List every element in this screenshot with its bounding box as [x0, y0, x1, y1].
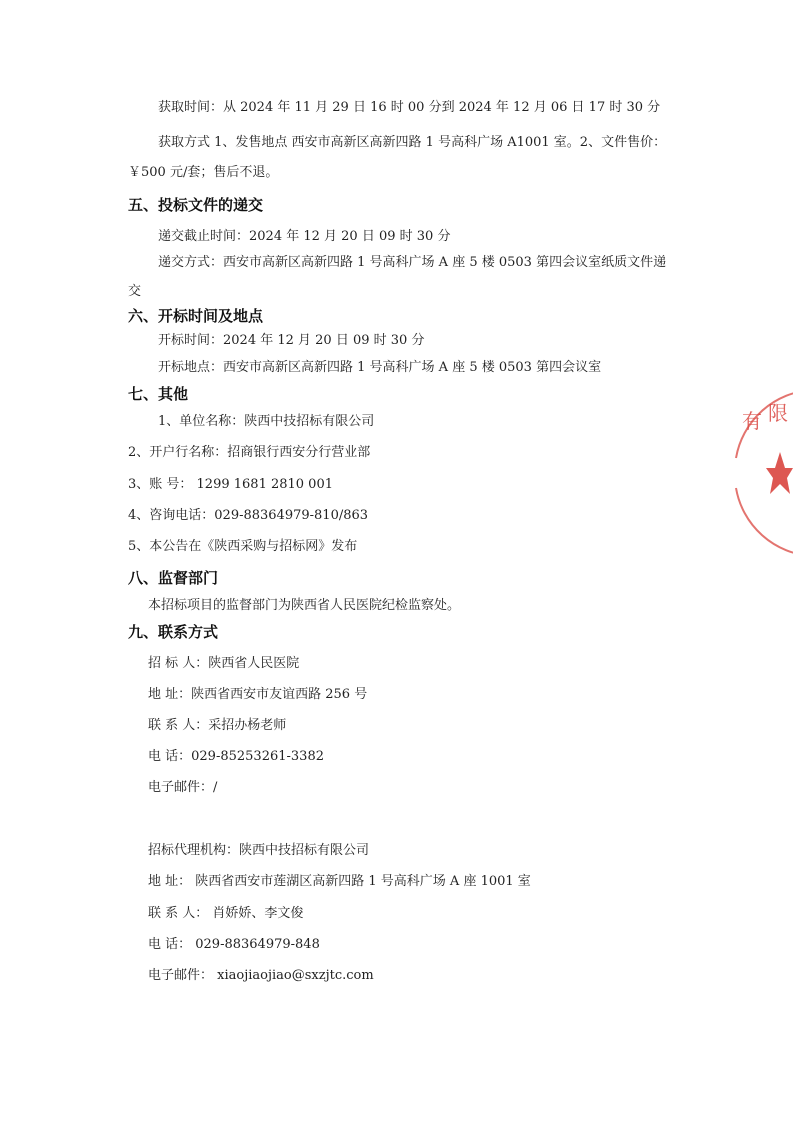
- acquire-time: 获取时间：从 2024 年 11 月 29 日 16 时 00 分到 2024 年 12 月 06 日 17 时 30 分: [158, 100, 661, 115]
- section8-heading: 八、监督部门: [128, 569, 219, 587]
- tenderer-name: 招 标 人：陕西省人民医院: [148, 656, 300, 671]
- tenderer-email: 电子邮件：/: [148, 780, 218, 795]
- other-item: 4、咨询电话：029-88364979-810/863: [128, 508, 369, 523]
- seal-graphic: [730, 388, 793, 558]
- submission-method-line1: 递交方式：西安市高新区高新四路 1 号高科广场 A 座 5 楼 0503 第四会议室纸质文件递: [158, 255, 667, 270]
- section6-heading: 六、开标时间及地点: [128, 307, 264, 325]
- agent-email: 电子邮件： xiaojiaojiao@sxzjtc.com: [148, 968, 374, 983]
- section7-heading: 七、其他: [128, 385, 189, 403]
- opening-time: 开标时间：2024 年 12 月 20 日 09 时 30 分: [158, 333, 425, 348]
- agent-name: 招标代理机构：陕西中技招标有限公司: [148, 843, 370, 858]
- other-item: 5、本公告在《陕西采购与招标网》发布: [128, 539, 358, 554]
- acquire-method-line1: 获取方式 1、发售地点 西安市高新区高新四路 1 号高科广场 A1001 室。2、文件售价：: [158, 135, 667, 150]
- other-item: 2、开户行名称：招商银行西安分行营业部: [128, 445, 371, 460]
- tenderer-phone: 电 话：029-85253261-3382: [148, 749, 324, 764]
- agent-phone: 电 话： 029-88364979-848: [148, 937, 320, 952]
- tenderer-contact: 联 系 人：采招办杨老师: [148, 718, 287, 733]
- tenderer-address: 地 址：陕西省西安市友谊西路 256 号: [148, 687, 368, 702]
- svg-text:有: 有: [742, 409, 762, 433]
- svg-text:限: 限: [768, 401, 788, 425]
- agent-address: 地 址： 陕西省西安市莲湖区高新四路 1 号高科广场 A 座 1001 室: [148, 874, 531, 889]
- section5-heading: 五、投标文件的递交: [128, 196, 264, 214]
- company-seal: [730, 388, 793, 558]
- submission-method-line2: 交: [128, 284, 142, 299]
- acquire-method-line2: ￥500 元/套；售后不退。: [128, 165, 279, 180]
- section9-heading: 九、联系方式: [128, 623, 219, 641]
- agent-contact: 联 系 人： 肖娇娇、李文俊: [148, 906, 304, 921]
- opening-place: 开标地点：西安市高新区高新四路 1 号高科广场 A 座 5 楼 0503 第四会议室: [158, 360, 602, 375]
- supervision-text: 本招标项目的监督部门为陕西省人民医院纪检监察处。: [148, 598, 461, 613]
- other-item: 1、单位名称：陕西中技招标有限公司: [158, 414, 375, 429]
- other-item: 3、账 号： 1299 1681 2810 001: [128, 477, 333, 492]
- submission-deadline: 递交截止时间：2024 年 12 月 20 日 09 时 30 分: [158, 229, 451, 244]
